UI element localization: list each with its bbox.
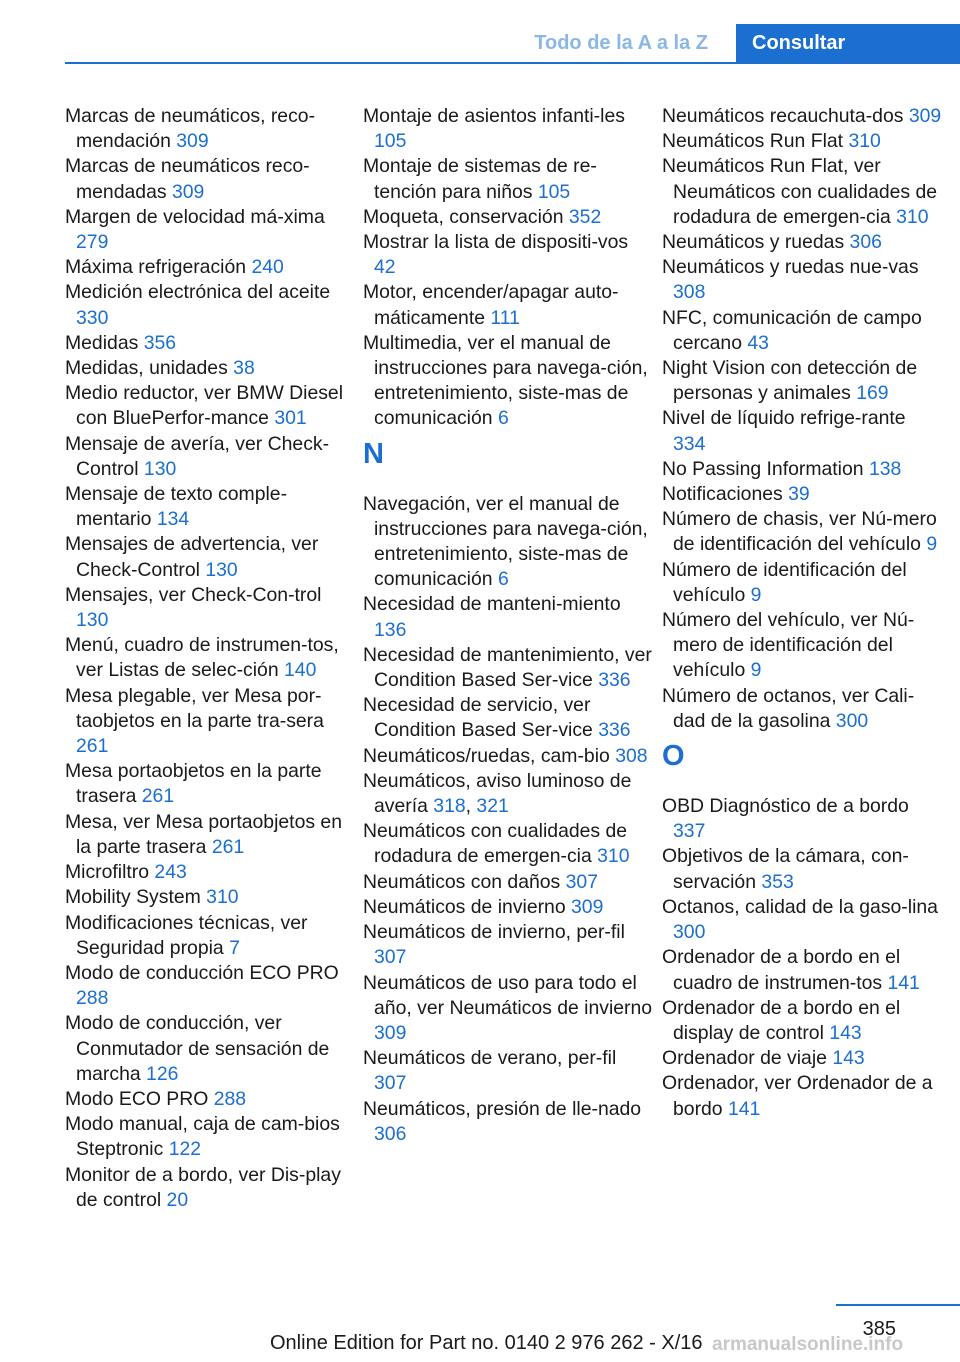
page-link[interactable]: 307 (565, 870, 598, 893)
index-entry (65, 583, 355, 633)
index-entry (65, 104, 355, 154)
page-link[interactable]: 140 (284, 659, 317, 682)
entry-text: Neumáticos con cualidades de rodadura de emergen-cia (363, 820, 628, 868)
index-entry (65, 759, 355, 809)
entry-text: OBD Diagnóstico de a bordo (662, 795, 909, 818)
entry-text: Ordenador de a bordo en el cuadro de instrumen-tos (662, 946, 901, 994)
page-link[interactable]: 134 (156, 508, 190, 531)
page-link[interactable]: 261 (141, 785, 175, 808)
index-column-1 (65, 104, 355, 1213)
page-link[interactable]: 38 (233, 357, 255, 380)
index-entry (65, 633, 355, 683)
page-link[interactable]: 279 (76, 231, 109, 254)
entry-text: Número de identificación del vehículo (662, 558, 907, 606)
page-link[interactable]: 6 (497, 407, 509, 430)
index-entry (65, 381, 355, 431)
entry-text: Número de chasis, ver Nú-mero de identificación del vehículo (662, 508, 937, 556)
page-link[interactable]: 353 (761, 870, 794, 893)
page-link[interactable]: 306 (374, 1122, 407, 1145)
index-entry (662, 230, 942, 255)
index-entry (662, 1046, 942, 1071)
page-link[interactable]: 336 (598, 719, 631, 742)
entry-text: Mensajes de advertencia, ver Check-Control (65, 533, 319, 581)
page-link[interactable]: 321 (476, 795, 509, 818)
entry-text: Neumáticos, presión de lle-nado (363, 1097, 642, 1120)
entry-text: Menú, cuadro de instrumen-tos, ver Listas de selec-ción (65, 634, 339, 682)
index-entry (363, 1097, 653, 1147)
index-entry (65, 1163, 355, 1213)
entry-text: Nivel de líquido refrige-rante (662, 407, 906, 430)
index-entry (65, 154, 355, 204)
entry-text: Mobility System (65, 886, 207, 909)
index-column-3 (662, 104, 942, 1122)
index-entry (65, 532, 355, 582)
page-link[interactable]: 126 (146, 1062, 179, 1085)
page-link[interactable]: 130 (205, 558, 238, 581)
page-link[interactable]: 42 (374, 256, 396, 279)
index-entry (662, 129, 942, 154)
page-link[interactable]: 356 (143, 331, 177, 354)
entry-text: Neumáticos Run Flat, ver Neumáticos con cualidades de rodadura de emergen-cia (662, 155, 938, 228)
page-link[interactable]: 143 (829, 1021, 862, 1044)
entry-text: Necesidad de mantenimiento, ver Condition Based Ser-vice (363, 643, 652, 692)
entry-text: Multimedia, ver el manual de instrucciones para navega-ción, entretenimiento, siste-mas de comunicación (363, 331, 648, 430)
entry-text: Modo manual, caja de cam-bios Steptronic (65, 1113, 340, 1161)
entry-text: Neumáticos/ruedas, cam-bio (363, 744, 616, 767)
index-entry (662, 996, 942, 1046)
entry-text: Medición electrónica del aceite (65, 281, 331, 304)
page-link[interactable]: 136 (374, 618, 407, 641)
section-letter: N (363, 437, 384, 470)
entry-text: Medidas, unidades (65, 357, 234, 380)
page-link[interactable]: 105 (537, 180, 571, 203)
page-link[interactable]: 261 (211, 835, 245, 858)
entry-text: Montaje de asientos infanti-les (363, 105, 625, 127)
index-entry (65, 885, 355, 910)
page-link[interactable]: 261 (76, 735, 109, 758)
entry-text: Marcas de neumáticos reco-mendadas (65, 155, 310, 203)
entry-text: Modo de conducción ECO PRO (65, 961, 339, 984)
entry-text: Microfiltro (65, 861, 155, 884)
page-link[interactable]: 330 (76, 306, 109, 329)
index-entry (363, 104, 653, 154)
index-entry (662, 457, 942, 482)
index-entry (363, 920, 653, 970)
page-link[interactable]: 9 (926, 533, 938, 556)
index-entry (65, 205, 355, 255)
page-link[interactable]: 141 (727, 1097, 761, 1120)
page-link[interactable]: 130 (76, 609, 109, 632)
entry-text: Neumáticos de verano, per-fil (363, 1047, 617, 1070)
entry-text: Mesa, ver Mesa portaobjetos en la parte trasera (65, 810, 342, 858)
page-link[interactable]: 309 (571, 895, 604, 918)
entry-text: Mensajes, ver Check-Con-trol (65, 583, 322, 606)
page-link[interactable]: 240 (251, 256, 284, 279)
index-entry (662, 844, 942, 894)
index-entry (363, 870, 653, 895)
index-entry (65, 482, 355, 532)
entry-text: Night Vision con detección de personas y animales (662, 357, 918, 405)
entry-text: Objetivos de la cámara, con-servación (662, 845, 909, 893)
page-link[interactable]: 7 (229, 936, 240, 959)
index-entry (662, 154, 942, 230)
index-entry (363, 819, 653, 869)
entry-text: Necesidad de manteni-miento (363, 593, 621, 616)
entry-text: Moqueta, conservación (363, 205, 569, 228)
page-link[interactable]: 111 (490, 306, 520, 329)
index-entry (363, 1046, 653, 1096)
page-link[interactable]: 141 (887, 971, 920, 994)
entry-text: Motor, encender/apagar auto-máticamente (363, 281, 619, 329)
page-link[interactable]: 301 (274, 407, 307, 430)
entry-text: Neumáticos de invierno (363, 895, 572, 918)
entry-text: NFC, comunicación de campo cercano (662, 306, 922, 354)
entry-text: Modificaciones técnicas, ver Seguridad propia (65, 911, 308, 959)
index-entry (662, 558, 942, 608)
page-link[interactable]: 138 (868, 457, 902, 480)
index-entry (662, 1071, 942, 1121)
page-link[interactable]: 105 (374, 130, 407, 153)
entry-text: Monitor de a bordo, ver Dis-play de control (65, 1163, 341, 1211)
page-link[interactable]: 337 (673, 820, 706, 843)
index-entry (662, 104, 942, 129)
entry-text: Neumáticos Run Flat (662, 130, 849, 153)
footer-edition: Online Edition for Part no. 0140 2 976 262 - X/16 (270, 1332, 703, 1354)
index-entry (65, 684, 355, 760)
index-entry (65, 356, 355, 381)
entry-text: Neumáticos con daños (363, 870, 566, 893)
index-entry (65, 810, 355, 860)
page-link[interactable]: 243 (154, 861, 187, 884)
page-link[interactable]: 336 (598, 669, 631, 692)
index-entry (65, 961, 355, 1011)
section-title: Todo de la A a la Z (534, 32, 708, 54)
index-entry (65, 1087, 355, 1112)
index-entry (363, 744, 653, 769)
entry-text: Ordenador, ver Ordenador de a bordo (662, 1072, 933, 1120)
index-entry (65, 911, 355, 961)
page-link[interactable]: 307 (374, 946, 407, 969)
page-link[interactable]: 20 (166, 1188, 189, 1211)
entry-text: No Passing Information (662, 457, 869, 480)
entry-text: Número del vehículo, ver Nú-mero de identificación del vehículo (662, 609, 915, 682)
page-link[interactable]: 300 (673, 921, 706, 944)
entry-text: Medidas (65, 331, 144, 354)
entry-text: Montaje de sistemas de re-tención para niños (363, 155, 597, 203)
page-link[interactable]: 352 (568, 205, 602, 228)
page-link[interactable]: 309 (374, 1021, 407, 1044)
page-link[interactable]: 300 (835, 709, 869, 732)
page-link[interactable]: 309 (176, 130, 209, 153)
index-entry (662, 255, 942, 305)
entry-text: Mostrar la lista de dispositi-vos (363, 231, 629, 254)
entry-text: Ordenador de viaje (662, 1047, 833, 1070)
page-link[interactable]: 288 (76, 987, 109, 1010)
chapter-tab: Consultar (736, 24, 960, 62)
entry-text: Neumáticos y ruedas (662, 231, 850, 254)
index-entry (363, 971, 653, 1047)
page-link[interactable]: 39 (788, 483, 810, 506)
page-link[interactable]: 306 (849, 231, 882, 254)
entry-text: Neumáticos de invierno, per-fil (363, 921, 625, 944)
index-entry (662, 507, 942, 557)
index-entry (65, 1112, 355, 1162)
separator: , (465, 795, 477, 818)
page-link[interactable]: 308 (615, 744, 648, 767)
page-link[interactable]: 9 (750, 659, 762, 682)
entry-text: Necesidad de servicio, ver Condition Based Ser-vice (363, 694, 599, 742)
index-entry (662, 794, 942, 844)
entry-text: Neumáticos y ruedas nue-vas (662, 256, 919, 279)
page-link[interactable]: 309 (908, 105, 942, 127)
page-link[interactable]: 122 (168, 1138, 202, 1161)
index-entry (363, 769, 653, 819)
index-entry (662, 895, 942, 945)
page-number: 385 (862, 1318, 896, 1340)
index-entry (363, 230, 653, 280)
index-entry (363, 205, 653, 230)
index-entry (363, 154, 653, 204)
index-entry (65, 1011, 355, 1087)
page-link[interactable]: 309 (171, 180, 205, 203)
page-link[interactable]: 43 (747, 331, 769, 354)
page-link[interactable]: 9 (750, 583, 762, 606)
index-entry (662, 356, 942, 406)
entry-text: Marcas de neumáticos, reco-mendación (65, 105, 316, 153)
entry-text: Ordenador de a bordo en el display de control (662, 996, 901, 1044)
entry-text: Medio reductor, ver BMW Diesel con BluePerfor-mance (65, 382, 344, 430)
entry-text: Octanos, calidad de la gaso-lina (662, 895, 938, 918)
entry-text: Notificaciones (662, 483, 789, 506)
index-entry (662, 608, 942, 684)
page-link[interactable]: 310 (206, 886, 239, 909)
watermark: armanualsonline.info (712, 1334, 904, 1355)
entry-text: Modo ECO PRO (65, 1087, 214, 1110)
page-link[interactable]: 130 (143, 457, 177, 480)
page-link[interactable]: 308 (673, 281, 706, 304)
index-entry (65, 432, 355, 482)
index-entry (662, 945, 942, 995)
index-entry (363, 492, 653, 593)
index-entry (363, 643, 653, 693)
entry-text: Margen de velocidad má-xima (65, 205, 325, 228)
entry-text: Neumáticos, aviso luminoso de avería (363, 769, 632, 818)
page-link[interactable]: 310 (896, 205, 929, 228)
index-entry (65, 255, 355, 280)
page-link[interactable]: 334 (673, 432, 706, 455)
page-link[interactable]: 143 (832, 1047, 865, 1070)
entry-text: Mensaje de avería, ver Check-Control (65, 432, 330, 480)
page-link[interactable]: 310 (597, 845, 630, 868)
page-header (65, 24, 960, 64)
page-link[interactable]: 307 (374, 1072, 407, 1095)
index-entry (363, 895, 653, 920)
page-link[interactable]: 288 (213, 1087, 247, 1110)
index-entry (363, 693, 653, 743)
index-entry (65, 331, 355, 356)
index-entry (662, 684, 942, 734)
entry-text: Mesa portaobjetos en la parte trasera (65, 760, 322, 808)
index-entry (363, 280, 653, 330)
entry-text: Número de octanos, ver Cali-dad de la gasolina (662, 684, 915, 732)
entry-text: Neumáticos de uso para todo el año, ver Neumáticos de invierno (363, 971, 653, 1019)
page-link[interactable]: 310 (848, 130, 881, 153)
index-entry (363, 331, 653, 432)
entry-text: Mensaje de texto comple-mentario (65, 483, 288, 531)
index-entry (662, 406, 942, 456)
page-link[interactable]: 169 (856, 382, 889, 405)
page-link[interactable]: 318 (433, 795, 466, 818)
index-column-2 (363, 104, 653, 1147)
entry-text: Navegación, ver el manual de instrucciones para navega-ción, entretenimiento, siste-mas de comunicación (363, 492, 648, 591)
index-entry (65, 860, 355, 885)
entry-text: Mesa plegable, ver Mesa por-taobjetos en la parte tra-sera (65, 684, 324, 732)
section-letter: O (662, 740, 685, 773)
index-entry (363, 592, 653, 642)
entry-text: Máxima refrigeración (65, 256, 252, 279)
footer-rule (836, 1304, 960, 1306)
index-entry (662, 306, 942, 356)
index-entry (65, 280, 355, 330)
index-entry (662, 482, 942, 507)
page-link[interactable]: 6 (497, 568, 509, 591)
entry-text: Neumáticos recauchuta-dos (662, 105, 909, 127)
entry-text: Modo de conducción, ver Conmutador de sensación de marcha (65, 1012, 330, 1085)
